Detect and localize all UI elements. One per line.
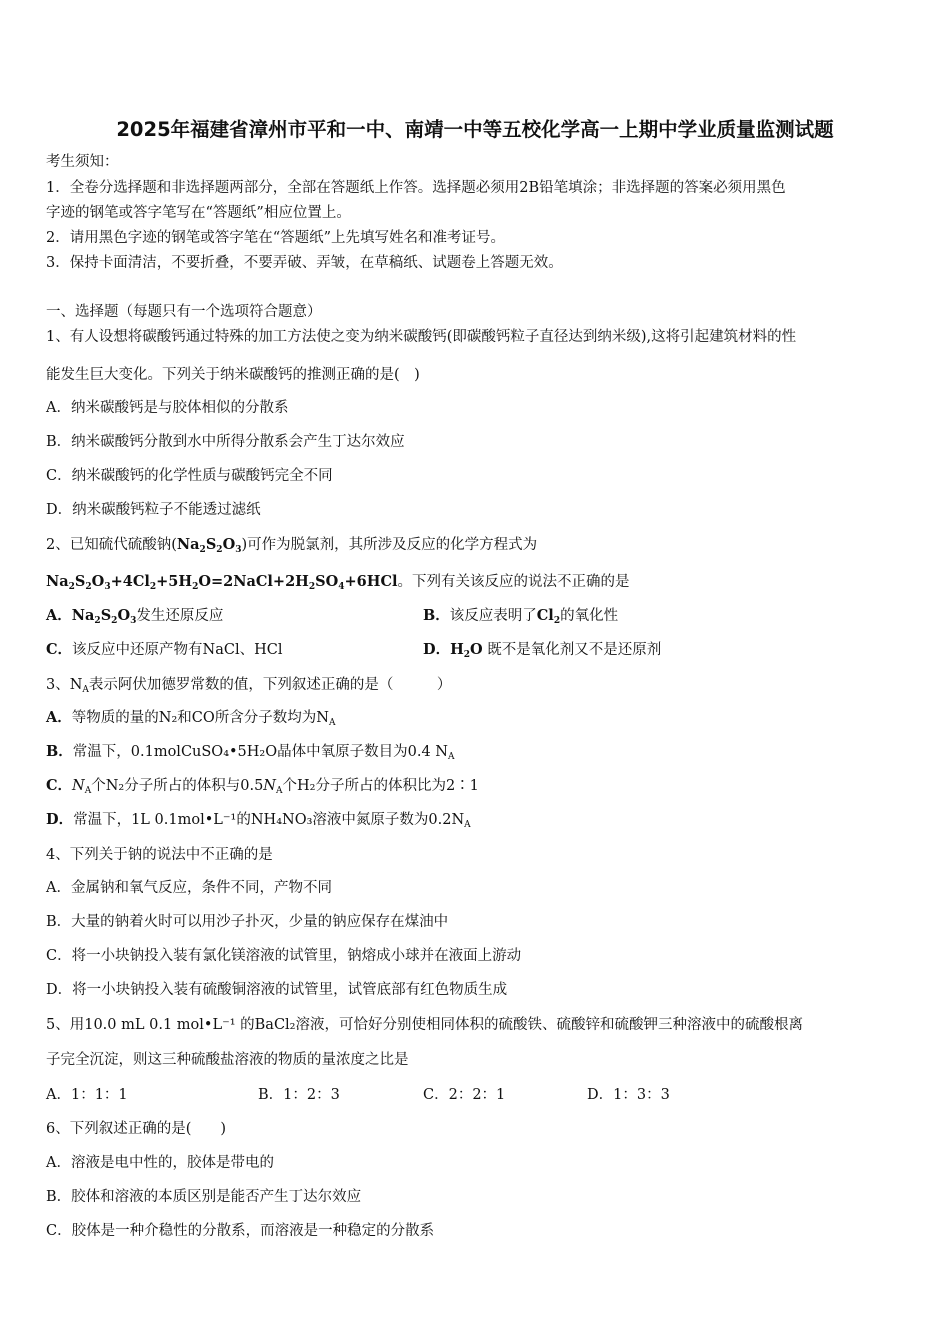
q2-option-b: B．该反应表明了$Cl_2$的氧化性 bbox=[423, 607, 619, 626]
notice-line-1: 1．全卷分选择题和非选择题两部分，全部在答题纸上作答。选择题必须用2B铅笔填涂；非选择题的答案必须用黑色 bbox=[46, 180, 786, 196]
q3-option-a: A．等物质的量的N₂和CO所含分子数均为$N_A$ bbox=[46, 709, 336, 728]
q6-option-c: C．胶体是一种介稳性的分散系，而溶液是一种稳定的分散系 bbox=[46, 1223, 435, 1239]
q2-stem-line-1 bbox=[46, 535, 537, 555]
q1-option-c: C．纳米碳酸钙的化学性质与碳酸钙完全不同 bbox=[46, 468, 333, 484]
q6-option-b: B．胶体和溶液的本质区别是能否产生丁达尔效应 bbox=[46, 1189, 362, 1205]
section-heading: 一、选择题（每题只有一个选项符合题意） bbox=[46, 304, 322, 320]
q4-stem: 4、下列关于钠的说法中不正确的是 bbox=[46, 847, 273, 863]
q6-option-a: A．溶液是电中性的，胶体是带电的 bbox=[46, 1155, 274, 1171]
q4-option-c: C．将一小块钠投入装有氯化镁溶液的试管里，钠熔成小球并在液面上游动 bbox=[46, 948, 522, 964]
page-title: 2025年福建省漳州市平和一中、南靖一中等五校化学高一上期中学业质量监测试题 bbox=[116, 118, 834, 141]
q3-option-c: C．$N_A$个N₂分子所占的体积与$0.5N_A$个H₂分子所占的体积比为2∶1 bbox=[46, 777, 479, 796]
q2-options-row-1 bbox=[46, 606, 619, 626]
notice-line-3: 3．保持卡面清洁，不要折叠，不要弄破、弄皱，在草稿纸、试题卷上答题无效。 bbox=[46, 255, 563, 271]
q2-equation-line bbox=[46, 572, 630, 592]
q5-stem-line-2: 子完全沉淀，则这三种硫酸盐溶液的物质的量浓度之比是 bbox=[46, 1052, 409, 1068]
q2-option-c: C．该反应中还原产物有NaCl、HCl bbox=[46, 641, 283, 658]
q4-option-a: A．金属钠和氧气反应，条件不同，产物不同 bbox=[46, 880, 332, 896]
q2-equation: $Na_2S_2O_3+4Cl_2+5H_2O=2NaCl+2H_2SO_4+6HCl$ bbox=[46, 573, 398, 592]
notice-line-2: 2．请用黑色字迹的钢笔或答字笔在“答题纸”上先填写姓名和准考证号。 bbox=[46, 230, 506, 246]
q1-stem-line-1: 1、有人设想将碳酸钙通过特殊的加工方法使之变为纳米碳酸钙(即碳酸钙粒子直径达到纳米级),这将引起建筑材料的性 bbox=[46, 329, 797, 345]
q5-option-c: C．2：2：1 bbox=[423, 1087, 506, 1103]
q3-option-b: B．常温下，0.1molCuSO₄•5H₂O晶体中氧原子数目为0.4 $N_A$ bbox=[46, 743, 455, 762]
q2-stem-tail: 。下列有关该反应的说法不正确的是 bbox=[397, 574, 630, 590]
q1-option-a: A．纳米碳酸钙是与胶体相似的分散系 bbox=[46, 400, 289, 416]
q1-option-d: D．纳米碳酸钙粒子不能透过滤纸 bbox=[46, 502, 261, 518]
q3-stem: 3、$N_A$表示阿伏加德罗常数的值，下列叙述正确的是（ ） bbox=[46, 677, 452, 695]
q2-stem-part-a: 2、已知硫代硫酸钠( bbox=[46, 537, 177, 553]
q2-formula-na2s2o3: $Na_2S_2O_3$ bbox=[176, 536, 242, 555]
q5-option-a: A．1：1：1 bbox=[46, 1087, 128, 1103]
q5-option-d: D．1：3：3 bbox=[587, 1087, 670, 1103]
q1-stem-line-2: 能发生巨大变化。下列关于纳米碳酸钙的推测正确的是( ) bbox=[46, 367, 420, 383]
q5-option-b: B．1：2：3 bbox=[258, 1087, 340, 1103]
q6-stem: 6、下列叙述正确的是( ) bbox=[46, 1121, 227, 1137]
q3-option-d: D．常温下，1L 0.1mol•L⁻¹的NH₄NO₃溶液中氮原子数为$0.2N_A$ bbox=[46, 811, 471, 830]
q4-option-d: D．将一小块钠投入装有硫酸铜溶液的试管里，试管底部有红色物质生成 bbox=[46, 982, 508, 998]
notice-line-1b: 字迹的钢笔或答字笔写在“答题纸”相应位置上。 bbox=[46, 205, 351, 221]
q1-option-b: B．纳米碳酸钙分散到水中所得分散系会产生丁达尔效应 bbox=[46, 434, 405, 450]
q5-stem-line-1: 5、用10.0 mL 0.1 mol•L⁻¹ 的BaCl₂溶液，可恰好分别使相同体积的硫酸铁、硫酸锌和硫酸钾三种溶液中的硫酸根离 bbox=[46, 1017, 803, 1033]
q2-stem-part-b: )可作为脱氯剂，其所涉及反应的化学方程式为 bbox=[241, 537, 538, 553]
q2-options-row-2 bbox=[46, 640, 662, 660]
q4-option-b: B．大量的钠着火时可以用沙子扑灭，少量的钠应保存在煤油中 bbox=[46, 914, 449, 930]
q2-option-a: A．$Na_2S_2O_3$发生还原反应 bbox=[46, 607, 224, 626]
q5-options-row bbox=[46, 1085, 670, 1105]
q2-option-d: D．$H_2O$ 既不是氧化剂又不是还原剂 bbox=[423, 641, 662, 660]
notice-heading: 考生须知： bbox=[46, 154, 119, 170]
